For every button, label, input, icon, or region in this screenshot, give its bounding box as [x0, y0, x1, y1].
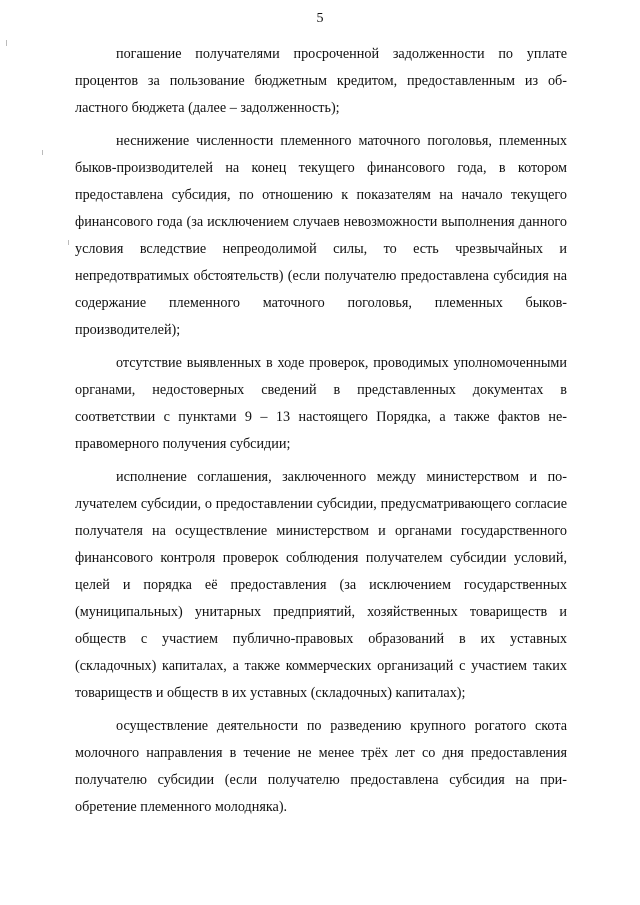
scan-edge-mark [42, 150, 43, 155]
scan-edge-mark [68, 240, 69, 245]
paragraph-livestock-count: неснижение численности племенного маточного поголовья, племенных быков-производителей на конец текущего финансового года, в котором предоставлена субсидия, по отношению к показателям на начало текущего финансового года (за исключением случаев невозможности выполнения данного условия вследствие непреодолимой силы, то есть чрезвычайных и непредотвратимых обстоятельств) (если получателю предоставлена субсидия на содержание племенного маточного поголовья, племенных быков-производителей); [75, 133, 567, 338]
paragraph-inspections: отсутствие выявленных в ходе проверок, проводимых уполномоченными органами, недостоверных сведений в представленных документах в соответствии с пунктами 9 – 13 настоящего Порядка, а также фактов неправомерного получения субсидии; [75, 355, 567, 452]
scan-edge-mark [6, 40, 7, 46]
paragraph-agreement: исполнение соглашения, заключенного между министерством и получателем субсидии, о предоставлении субсидии, предусматривающего согласие получателя на осуществление министерством и органами государственного финансового контроля проверок соблюдения получателем субсидии условий, целей и порядка её предоставления (за исключением государственных (муниципальных) унитарных предприятий, хозяйственных товариществ и обществ с участием публично-правовых образований в их уставных (складочных) капиталах, а также коммерческих организаций с участием таких товариществ и обществ в их уставных (складочных) капиталах); [75, 469, 567, 701]
paragraph-debt-repayment: погашение получателями просроченной задолженности по уплате процентов за пользование бюджетным кредитом, предоставленным из областного бюджета (далее – задолженность); [75, 46, 567, 116]
body-text [75, 41, 567, 821]
paragraph-dairy-breeding: осуществление деятельности по разведению крупного рогатого скота молочного направления в течение не менее трёх лет со дня предоставления получателю субсидии (если получателю предоставлена субсидия на приобретение племенного молодняка). [75, 718, 567, 815]
page-number: 5 [316, 11, 324, 26]
